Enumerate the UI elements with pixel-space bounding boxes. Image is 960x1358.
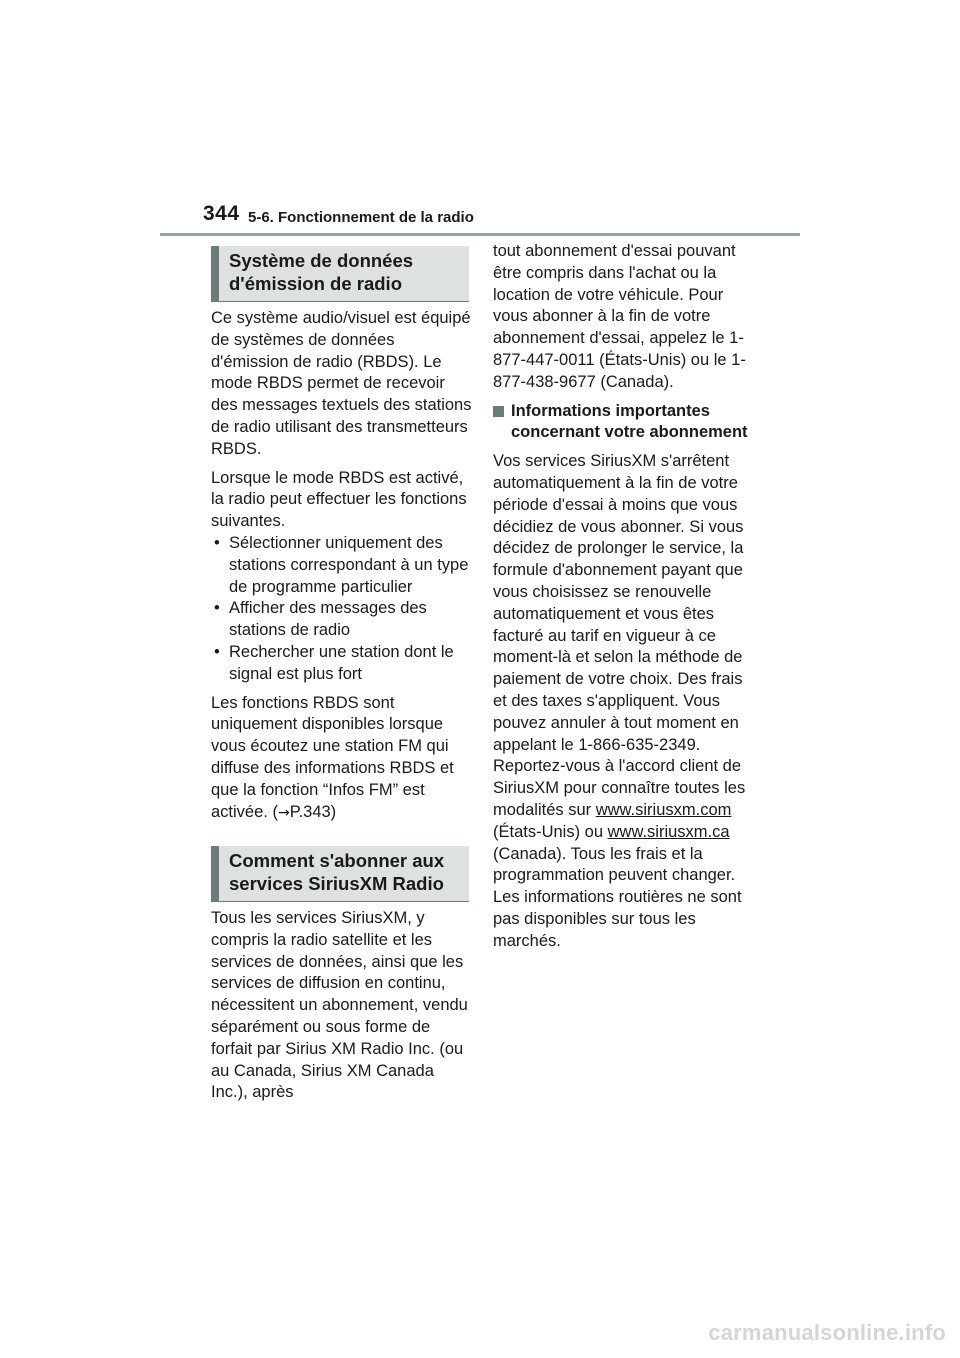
left-column-bottom bbox=[211, 908, 473, 1111]
watermark: carmanualsonline.info bbox=[708, 1320, 946, 1345]
list-item: • Afficher des messages des stations de radio bbox=[211, 598, 473, 642]
subscribe-paragraph-2-c: (Canada). Tous les frais et la programmation peuvent changer. Les informations routières ne sont pas disponibles sur tous les marchés. bbox=[493, 844, 742, 950]
rbds-paragraph-1: Ce système audio/visuel est équipé de systèmes de données d'émission de radio (RBDS). Le mode RBDS permet de recevoir des messages textuels des stations de radio utilisant des transmetteurs RBDS. bbox=[211, 309, 472, 458]
arrow-right-icon: → bbox=[277, 804, 290, 821]
rbds-paragraph-2: Lorsque le mode RBDS est activé, la radio peut effectuer les fonctions suivantes. bbox=[211, 468, 467, 531]
heading-subscribe-line1: Comment s'abonner aux bbox=[229, 850, 445, 871]
important-info-subheading-text: Informations importantes concernant votre abonnement bbox=[511, 401, 748, 442]
heading-rbds-line2: d'émission de radio bbox=[229, 273, 402, 294]
header-rule bbox=[160, 233, 800, 236]
link-siriusxm-ca[interactable]: www.siriusxm.ca bbox=[607, 822, 730, 841]
rbds-paragraph-3-text: Les fonctions RBDS sont uniquement disponibles lorsque vous écoutez une station FM qui diffuse des informations RBDS et que la fonction “Infos FM” est activée. ( bbox=[211, 693, 454, 821]
list-item: • Sélectionner uniquement des stations correspondant à un type de programme particulier bbox=[211, 533, 473, 598]
list-item: • Rechercher une station dont le signal est plus fort bbox=[211, 642, 473, 686]
subscribe-paragraph-2 bbox=[493, 451, 749, 952]
important-info-subheading bbox=[493, 401, 749, 445]
page-number: 344 bbox=[203, 202, 240, 225]
heading-subscribe bbox=[211, 846, 469, 902]
heading-rbds bbox=[211, 246, 469, 302]
subscribe-paragraph-1: Tous les services SiriusXM, y compris la radio satellite et les services de données, ainsi que les services de diffusion en continu, nécessitent un abonnement, vendu séparément ou sous forme de forfait par Sirius XM Radio Inc. (ou au Canada, Sirius XM Canada Inc.), après bbox=[211, 909, 468, 1102]
left-column bbox=[211, 308, 473, 831]
subscribe-paragraph-1-continued: tout abonnement d'essai pouvant être compris dans l'achat ou la location de votre véhicule. Pour vous abonner à la fin de votre abonnement d'essai, appelez le 1-877-447-0011 (États-Unis) ou le 1-877-438-9677 (Canada). bbox=[493, 242, 746, 391]
section-title: 5-6. Fonctionnement de la radio bbox=[248, 209, 474, 226]
heading-rbds-line1: Système de données bbox=[229, 250, 414, 271]
right-column bbox=[493, 241, 749, 960]
subscribe-paragraph-2-a: Vos services SiriusXM s'arrêtent automatiquement à la fin de votre période d'essai à moins que vous décidiez de vous abonner. Si vous décidez de prolonger le service, la formule d'abonnement payant que vous choisissez se renouvelle automatiquement et vous êtes facturé au tarif en vigueur à ce moment-là et selon la méthode de paiement de votre choix. Des frais et des taxes s'appliquent. Vous pouvez annuler à tout moment en appelant le 1-866-635-2349. Reportez-vous à l'accord client de SiriusXM pour connaître toutes les modalités sur bbox=[493, 452, 746, 819]
square-bullet-icon bbox=[493, 406, 504, 417]
page-reference: P.343) bbox=[289, 802, 337, 821]
rbds-paragraph-3 bbox=[211, 693, 473, 825]
rbds-bullet-list bbox=[211, 533, 473, 686]
subscribe-paragraph-2-b: (États-Unis) ou bbox=[493, 822, 608, 841]
link-siriusxm-com[interactable]: www.siriusxm.com bbox=[595, 800, 732, 819]
heading-subscribe-line2: services SiriusXM Radio bbox=[229, 873, 444, 894]
